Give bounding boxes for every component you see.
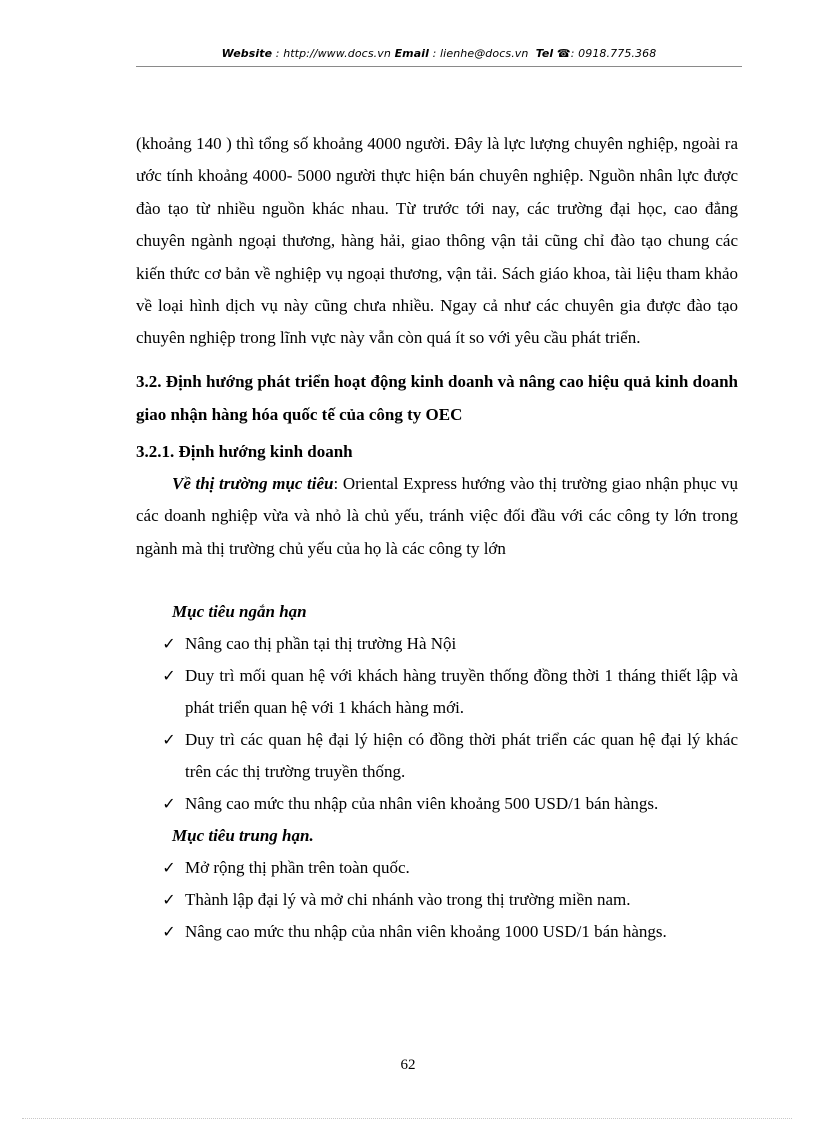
list-item — [136, 788, 738, 820]
target-market-paragraph — [136, 468, 738, 565]
tel-value: 0918.775.368 — [578, 47, 657, 60]
footer-divider — [22, 1118, 792, 1119]
email-label: Email — [394, 47, 430, 60]
list-item-text: Nâng cao thị phần tại thị trường Hà Nội — [185, 634, 457, 654]
list-item — [136, 916, 738, 948]
check-icon: ✓ — [162, 858, 176, 878]
check-icon: ✓ — [162, 730, 176, 750]
list-item — [136, 660, 738, 724]
website-url[interactable]: http://www.docs.vn — [283, 47, 391, 60]
target-market-label: Về thị trường mục tiêu — [172, 473, 334, 493]
email-sep: : — [429, 47, 441, 60]
list-item-text: Thành lập đại lý và mở chi nhánh vào trong thị trường miền nam. — [185, 890, 631, 910]
tel-sep: : — [570, 47, 579, 60]
check-icon: ✓ — [162, 794, 176, 814]
check-icon: ✓ — [162, 922, 176, 942]
list-item-text: Nâng cao mức thu nhập của nhân viên khoảng 1000 USD/1 bán hàngs. — [185, 922, 667, 942]
check-icon: ✓ — [162, 634, 176, 654]
short-term-list — [136, 628, 738, 820]
list-item — [136, 852, 738, 884]
spacer — [136, 565, 738, 596]
website-sep: : — [272, 47, 284, 60]
list-item — [136, 724, 738, 788]
page-number: 62 — [400, 1057, 416, 1073]
list-item — [136, 628, 738, 660]
list-item-text: Duy trì mối quan hệ với khách hàng truyền thống đồng thời 1 tháng thiết lập và phát triển quan hệ với 1 khách hàng mới. — [185, 666, 738, 718]
target-market-text: : Oriental Express hướng vào thị trường giao nhận phục vụ các doanh nghiệp vừa và nhỏ là chủ yếu, tránh việc đối đầu với các công ty lớn trong ngành mà thị trường chủ yếu của họ là các công ty lớn — [136, 473, 738, 558]
mid-term-list — [136, 852, 738, 948]
section-3-2-heading: 3.2. Định hướng phát triển hoạt động kinh doanh và nâng cao hiệu quả kinh doanh giao nhận hàng hóa quốc tế của công ty OEC — [136, 371, 738, 424]
document-body — [136, 128, 738, 948]
list-item-text: Nâng cao mức thu nhập của nhân viên khoảng 500 USD/1 bán hàngs. — [185, 794, 659, 814]
email-value[interactable]: lienhe@docs.vn — [440, 47, 529, 60]
website-label: Website — [221, 47, 273, 60]
check-icon: ✓ — [162, 666, 176, 686]
phone-icon: ☎ — [556, 47, 571, 60]
intro-paragraph: (khoảng 140 ) thì tổng số khoảng 4000 người. Đây là lực lượng chuyên nghiệp, ngoài ra ước tính khoảng 4000- 5000 người thực hiện bán chuyên nghiệp. Nguồn nhân lực được đào tạo từ nhiều nguồn khác nhau. Từ trước tới nay, các trường đại học, cao đẳng chuyên ngành ngoại thương, hàng hải, giao thông vận tải cũng chỉ đào tạo chung các kiến thức cơ bản về nghiệp vụ ngoại thương, vận tải. Sách giáo khoa, tài liệu tham khảo về loại hình dịch vụ này cũng chưa nhiều. Ngay cả như các chuyên gia được đào tạo chuyên nghiệp trong lĩnh vực này vẫn còn quá ít so với yêu cầu phát triển. — [136, 134, 738, 348]
list-item — [136, 884, 738, 916]
tel-label: Tel — [535, 47, 554, 60]
list-item-text: Duy trì các quan hệ đại lý hiện có đồng thời phát triển các quan hệ đại lý khác trên các thị trường truyền thống. — [185, 730, 738, 782]
page-header — [136, 47, 742, 60]
mid-term-title: Mục tiêu trung hạn. — [172, 826, 314, 846]
header-divider — [136, 66, 742, 67]
list-item-text: Mở rộng thị phần trên toàn quốc. — [185, 858, 410, 878]
check-icon: ✓ — [162, 890, 176, 910]
short-term-title: Mục tiêu ngắn hạn — [172, 602, 307, 622]
section-3-2-1-heading: 3.2.1. Định hướng kinh doanh — [136, 441, 353, 461]
